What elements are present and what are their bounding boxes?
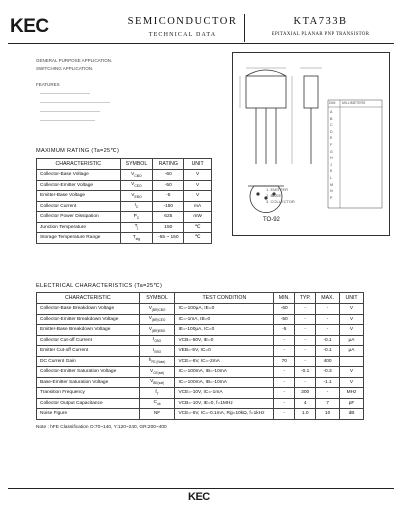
symbol-sub: (BR)EBO bbox=[151, 328, 166, 333]
cell-min: -50 bbox=[274, 314, 295, 325]
dim-table-header-mm: MILLIMETERS bbox=[342, 101, 366, 105]
header-divider bbox=[244, 14, 245, 42]
cell-characteristic: Noise Figure bbox=[37, 409, 140, 420]
symbol-main: V bbox=[148, 326, 152, 332]
table-row bbox=[37, 367, 364, 378]
cell-min: -5 bbox=[274, 325, 295, 336]
table-row bbox=[37, 335, 364, 346]
cell-min: - bbox=[274, 346, 295, 357]
table-row bbox=[37, 356, 364, 367]
table-row bbox=[37, 325, 364, 336]
dim-row: L bbox=[330, 175, 332, 180]
cell-characteristic: Storage Temperature Range bbox=[37, 233, 121, 244]
symbol-main: P bbox=[133, 213, 137, 219]
symbol-sub: CE(sat) bbox=[153, 370, 165, 375]
symbol-sub: stg bbox=[135, 236, 141, 241]
symbol-main: T bbox=[134, 224, 138, 230]
dim-row: B bbox=[330, 116, 333, 121]
cell-min: 70 bbox=[274, 356, 295, 367]
cell-symbol bbox=[139, 388, 175, 399]
symbol-main: h bbox=[148, 358, 152, 364]
table-row bbox=[37, 212, 212, 223]
cell-rating: -150 bbox=[153, 201, 184, 212]
cell-symbol bbox=[120, 201, 153, 212]
cell-symbol bbox=[120, 180, 153, 191]
cell-unit: ℃ bbox=[184, 222, 212, 233]
cell-condition: IE=-100μA, IC=0 bbox=[175, 325, 274, 336]
cell-max: -1.1 bbox=[316, 377, 340, 388]
symbol-sub: ob bbox=[156, 402, 161, 407]
cell-unit: V bbox=[184, 180, 212, 191]
application-line-1: GENERAL PURPOSE APPLICATION. bbox=[36, 58, 113, 63]
col-unit: UNIT bbox=[340, 293, 364, 304]
symbol-main: T bbox=[132, 234, 136, 240]
cell-symbol bbox=[139, 377, 175, 388]
symbol-sub: (BR)CEO bbox=[151, 318, 166, 323]
cell-max: 400 bbox=[316, 356, 340, 367]
pin-2-label: 2. BASE bbox=[266, 193, 282, 198]
cell-max: 10 bbox=[316, 409, 340, 420]
electrical-title: ELECTRICAL CHARACTERISTICS (Ta=25℃) bbox=[36, 283, 163, 289]
symbol-main: f bbox=[155, 389, 157, 395]
cell-characteristic: Emitter Cut-off Current bbox=[37, 346, 140, 357]
symbol-sub: j bbox=[137, 226, 139, 231]
symbol-sub: EBO bbox=[154, 349, 162, 354]
cell-min: - bbox=[274, 409, 295, 420]
header-subtitle: TECHNICAL DATA bbox=[148, 32, 217, 38]
table-header-row bbox=[37, 159, 212, 170]
cell-rating: -50 bbox=[153, 180, 184, 191]
pin-1-label: 1. EMITTER bbox=[266, 187, 289, 192]
cell-max: 7 bbox=[316, 398, 340, 409]
cell-rating: 625 bbox=[153, 212, 184, 223]
max-rating-table bbox=[36, 158, 212, 244]
symbol-sub: CBO bbox=[134, 173, 142, 178]
part-number: KTA733B bbox=[293, 16, 348, 27]
table-row bbox=[37, 388, 364, 399]
cell-characteristic: Collector Power Dissipation bbox=[37, 212, 121, 223]
hfe-classification-note: Note : hFE Classification O:70~140, Y:120~240, GR:200~400 bbox=[36, 425, 167, 430]
dim-table-rows bbox=[330, 109, 340, 201]
table-row bbox=[37, 314, 364, 325]
dim-row: P bbox=[330, 195, 333, 200]
symbol-main: I bbox=[134, 203, 136, 209]
table-row bbox=[37, 346, 364, 357]
cell-unit: μA bbox=[340, 335, 364, 346]
cell-typ: - bbox=[295, 325, 316, 336]
cell-condition: VEB=-5V, IC=0 bbox=[175, 346, 274, 357]
cell-typ: - bbox=[295, 304, 316, 315]
symbol-main: NF bbox=[153, 410, 161, 416]
cell-characteristic: Collector-Emitter Voltage bbox=[37, 180, 121, 191]
cell-unit: V bbox=[184, 170, 212, 181]
cell-min: - bbox=[274, 367, 295, 378]
cell-max: -0.3 bbox=[316, 367, 340, 378]
cell-symbol bbox=[139, 335, 175, 346]
cell-symbol bbox=[120, 233, 153, 244]
symbol-main: I bbox=[152, 347, 155, 353]
symbol-sub: CEO bbox=[134, 184, 142, 189]
cell-symbol bbox=[120, 212, 153, 223]
cell-typ: - bbox=[295, 346, 316, 357]
cell-rating: -60 bbox=[153, 170, 184, 181]
to92-package-drawing bbox=[234, 54, 388, 234]
cell-max: -0.1 bbox=[316, 335, 340, 346]
symbol-sub: BE(sat) bbox=[153, 381, 164, 386]
table-row bbox=[37, 222, 212, 233]
cell-symbol bbox=[120, 191, 153, 202]
table-row bbox=[37, 170, 212, 181]
feature-bullet bbox=[40, 120, 95, 121]
cell-typ: 4 bbox=[295, 398, 316, 409]
feature-bullet bbox=[40, 93, 90, 94]
symbol-main: V bbox=[150, 379, 154, 385]
cell-min: - bbox=[274, 398, 295, 409]
cell-max: - bbox=[316, 388, 340, 399]
symbol-main: V bbox=[131, 171, 135, 177]
cell-characteristic: Collector-Emitter Breakdown Voltage bbox=[37, 314, 140, 325]
feature-bullet bbox=[40, 102, 110, 103]
cell-unit: V bbox=[340, 304, 364, 315]
cell-unit bbox=[340, 356, 364, 367]
col-symbol: SYMBOL bbox=[120, 159, 153, 170]
dim-row: N bbox=[330, 189, 333, 194]
symbol-sub: T bbox=[156, 391, 159, 396]
table-row bbox=[37, 191, 212, 202]
col-typ: TYP. bbox=[295, 293, 316, 304]
cell-min: -60 bbox=[274, 304, 295, 315]
dim-row: K bbox=[330, 169, 333, 174]
dim-row: H bbox=[330, 156, 333, 161]
feature-bullet bbox=[40, 111, 100, 112]
symbol-sub: EBO bbox=[134, 194, 142, 199]
col-characteristic: CHARACTERISTIC bbox=[37, 159, 121, 170]
col-min: MIN. bbox=[274, 293, 295, 304]
dim-row: F bbox=[330, 142, 333, 147]
cell-unit: V bbox=[340, 377, 364, 388]
table-row bbox=[37, 304, 364, 315]
cell-symbol bbox=[139, 304, 175, 315]
cell-rating: -55 ~ 150 bbox=[153, 233, 184, 244]
table-row bbox=[37, 409, 364, 420]
table-row bbox=[37, 377, 364, 388]
symbol-main: V bbox=[150, 368, 154, 374]
col-rating: RATING bbox=[153, 159, 184, 170]
cell-typ: 300 bbox=[295, 388, 316, 399]
cell-unit: μA bbox=[340, 346, 364, 357]
symbol-sub: C bbox=[135, 205, 139, 210]
cell-max: - bbox=[316, 314, 340, 325]
electrical-table bbox=[36, 292, 364, 420]
footer-rule bbox=[8, 488, 394, 489]
table-row bbox=[37, 398, 364, 409]
cell-unit: V bbox=[340, 325, 364, 336]
cell-characteristic: Collector-Emitter Saturation Voltage bbox=[37, 367, 140, 378]
cell-condition: IC=-1mA, IB=0 bbox=[175, 314, 274, 325]
dim-row: J bbox=[330, 162, 332, 167]
dim-table-header-dim: DIM bbox=[329, 101, 336, 105]
table-row bbox=[37, 233, 212, 244]
cell-condition: VCB=-50V, IE=0 bbox=[175, 335, 274, 346]
cell-unit: mW bbox=[184, 212, 212, 223]
max-rating-title: MAXIMUM RATING (Ta=25℃) bbox=[36, 148, 120, 154]
dim-row: G bbox=[330, 149, 333, 154]
cell-symbol bbox=[139, 356, 175, 367]
table-row bbox=[37, 180, 212, 191]
dim-row: M bbox=[330, 182, 333, 187]
cell-characteristic: Transition Frequency bbox=[37, 388, 140, 399]
col-symbol: SYMBOL bbox=[139, 293, 175, 304]
cell-unit: V bbox=[340, 367, 364, 378]
cell-symbol bbox=[139, 409, 175, 420]
cell-characteristic: Collector Output Capacitance bbox=[37, 398, 140, 409]
cell-condition: VCB=-10V, IE=0, f=1MHz bbox=[175, 398, 274, 409]
col-unit: UNIT bbox=[184, 159, 212, 170]
cell-symbol bbox=[139, 325, 175, 336]
cell-condition: VCE=-10V, IC=-1mA bbox=[175, 388, 274, 399]
symbol-main: I bbox=[152, 337, 155, 343]
cell-condition: VCE=-6V, IC=-2mA bbox=[175, 356, 274, 367]
cell-symbol bbox=[120, 222, 153, 233]
symbol-sub: C bbox=[136, 215, 140, 220]
symbol-main: V bbox=[148, 305, 152, 311]
cell-max: - bbox=[316, 304, 340, 315]
cell-typ: 1.0 bbox=[295, 409, 316, 420]
cell-characteristic: DC Current Gain bbox=[37, 356, 140, 367]
cell-typ: - bbox=[295, 377, 316, 388]
cell-rating: 150 bbox=[153, 222, 184, 233]
cell-condition: IC=-100mA, IB=-10mA bbox=[175, 377, 274, 388]
cell-characteristic: Collector-Base Voltage bbox=[37, 170, 121, 181]
cell-unit: ℃ bbox=[184, 233, 212, 244]
part-description: EPITAXIAL PLANAR PNP TRANSISTOR bbox=[271, 32, 370, 37]
symbol-sub: FE (Note) bbox=[151, 360, 166, 365]
symbol-main: V bbox=[131, 182, 135, 188]
dim-row: C bbox=[330, 123, 333, 128]
symbol-main: V bbox=[148, 316, 152, 322]
application-line-2: SWITCHING APPLICATION. bbox=[36, 66, 94, 71]
cell-unit: mA bbox=[184, 201, 212, 212]
cell-condition: VCE=-6V, IC=-0.1mA, Rg=10kΩ, f=1kHz bbox=[175, 409, 274, 420]
dim-row: E bbox=[330, 136, 333, 141]
symbol-main: C bbox=[153, 400, 157, 406]
cell-min: - bbox=[274, 335, 295, 346]
cell-condition: IC=-100μA, IE=0 bbox=[175, 304, 274, 315]
cell-characteristic: Emitter-Base Voltage bbox=[37, 191, 121, 202]
cell-unit: V bbox=[340, 314, 364, 325]
table-header-row bbox=[37, 293, 364, 304]
cell-characteristic: Collector Cut-off Current bbox=[37, 335, 140, 346]
cell-unit: pF bbox=[340, 398, 364, 409]
col-test-condition: TEST CONDITION bbox=[175, 293, 274, 304]
cell-typ: - bbox=[295, 314, 316, 325]
cell-symbol bbox=[139, 367, 175, 378]
header-title: SEMICONDUCTOR bbox=[127, 16, 238, 27]
cell-symbol bbox=[120, 170, 153, 181]
cell-symbol bbox=[139, 346, 175, 357]
cell-min: - bbox=[274, 377, 295, 388]
cell-symbol bbox=[139, 398, 175, 409]
cell-typ: -0.1 bbox=[295, 367, 316, 378]
table-row bbox=[37, 201, 212, 212]
dim-row: A bbox=[330, 110, 333, 114]
cell-characteristic: Base-Emitter Saturation Voltage bbox=[37, 377, 140, 388]
cell-typ: - bbox=[295, 356, 316, 367]
symbol-sub: CBO bbox=[154, 339, 162, 344]
cell-symbol bbox=[139, 314, 175, 325]
cell-rating: -5 bbox=[153, 191, 184, 202]
header-rule bbox=[8, 43, 394, 44]
col-characteristic: CHARACTERISTIC bbox=[37, 293, 140, 304]
symbol-main: V bbox=[131, 192, 135, 198]
dim-row: D bbox=[330, 129, 333, 134]
cell-characteristic: Junction Temperature bbox=[37, 222, 121, 233]
footer-kec-logo: KEC bbox=[188, 491, 210, 503]
cell-condition: IC=-100mA, IB=-10mA bbox=[175, 367, 274, 378]
cell-max: - bbox=[316, 325, 340, 336]
cell-unit: V bbox=[184, 191, 212, 202]
kec-logo: KEC bbox=[10, 16, 49, 37]
cell-characteristic: Emitter-Base Breakdown Voltage bbox=[37, 325, 140, 336]
cell-min: - bbox=[274, 388, 295, 399]
cell-unit: dB bbox=[340, 409, 364, 420]
cell-unit: MHz bbox=[340, 388, 364, 399]
symbol-sub: (BR)CBO bbox=[151, 307, 166, 312]
col-max: MAX. bbox=[316, 293, 340, 304]
cell-max: -0.1 bbox=[316, 346, 340, 357]
pin-3-label: 3. COLLECTOR bbox=[266, 199, 295, 204]
features-title: FEATURES bbox=[36, 82, 60, 87]
cell-characteristic: Collector-Base Breakdown Voltage bbox=[37, 304, 140, 315]
cell-typ: - bbox=[295, 335, 316, 346]
cell-characteristic: Collector Current bbox=[37, 201, 121, 212]
package-label: TO-92 bbox=[263, 217, 280, 223]
